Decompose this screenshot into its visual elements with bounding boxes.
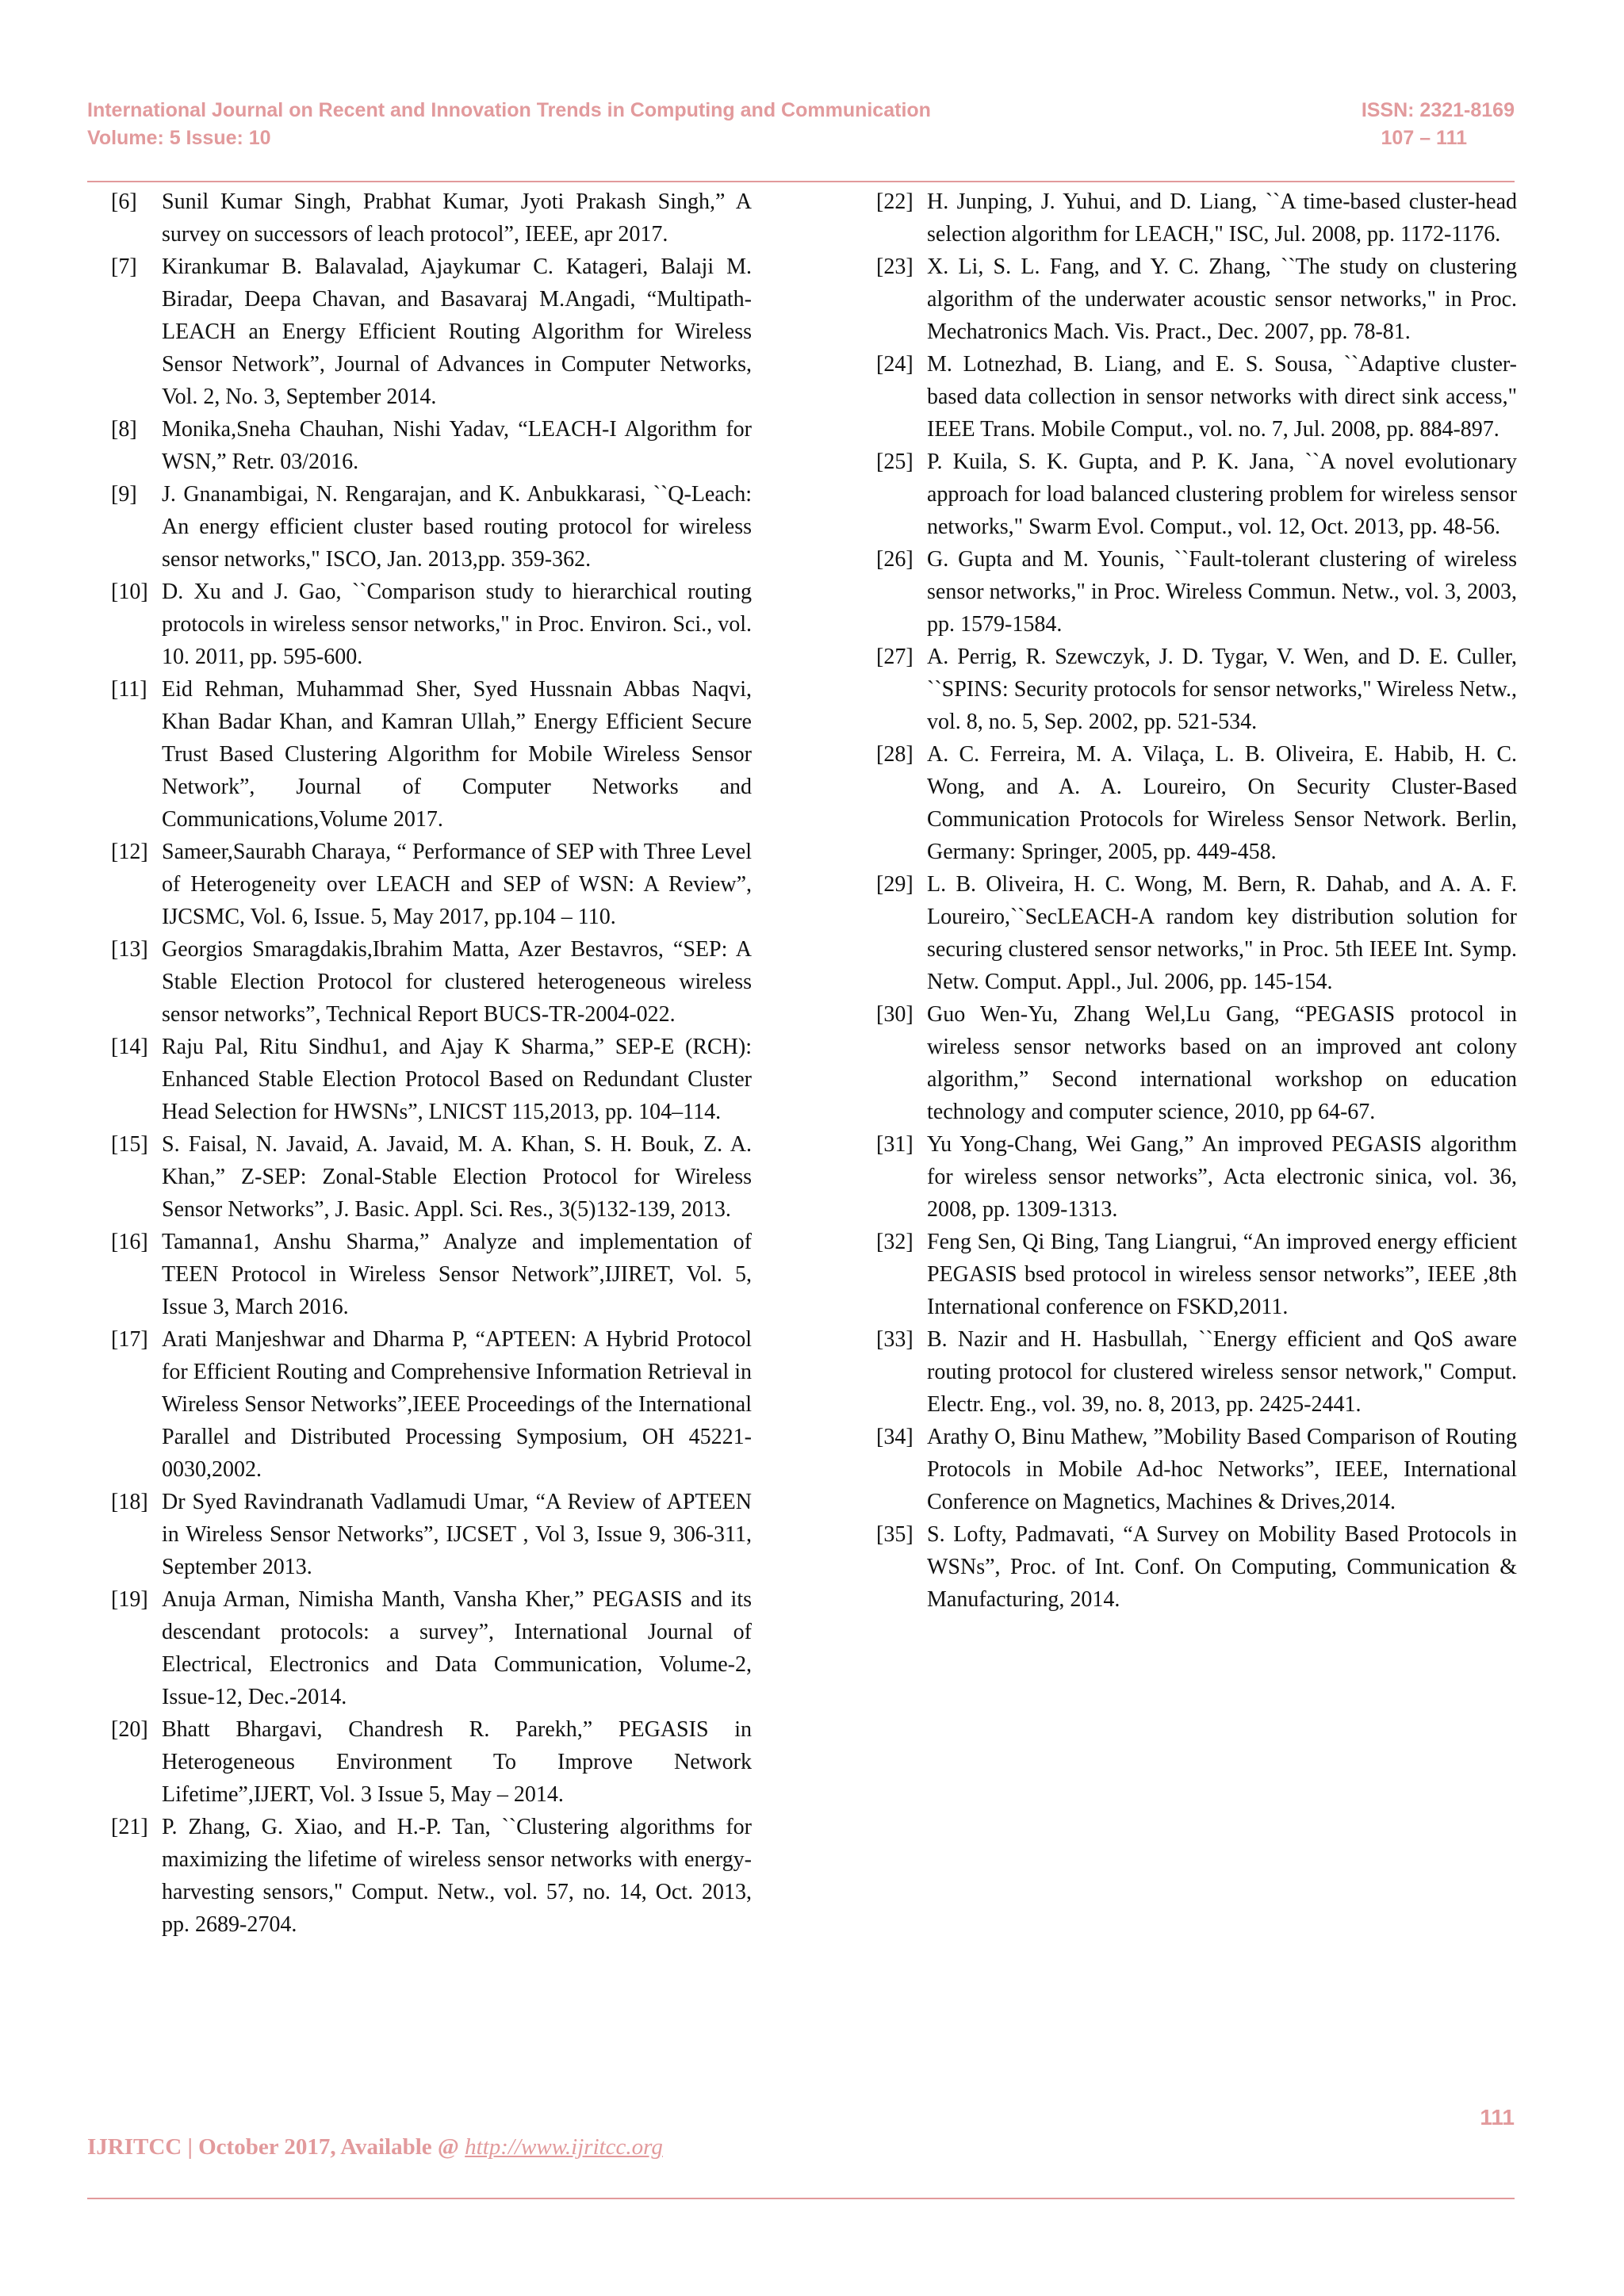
reference-text: Georgios Smaragdakis,Ibrahim Matta, Azer Bestavros, “SEP: A Stable Election Protocol for clustered heterogeneous wireless sensor networks”, Technical Report BUCS-TR-2004-022.	[162, 937, 752, 1027]
issn: ISSN: 2321-8169	[1361, 99, 1515, 121]
reference-item	[111, 576, 752, 673]
reference-text: A. Perrig, R. Szewczyk, J. D. Tygar, V. Wen, and D. E. Culler, ``SPINS: Security protocols for sensor networks," Wireless Netw., vol. 8, no. 5, Sep. 2002, pp. 521-534.	[927, 645, 1517, 734]
reference-number: [33]	[876, 1327, 914, 1352]
reference-item	[876, 1518, 1517, 1616]
reference-item	[876, 1323, 1517, 1421]
reference-text: Sunil Kumar Singh, Prabhat Kumar, Jyoti Prakash Singh,” A survey on successors of leach protocol”, IEEE, apr 2017.	[162, 189, 752, 247]
reference-item	[111, 1486, 752, 1583]
reference-item	[111, 1583, 752, 1713]
reference-number: [17]	[111, 1327, 148, 1352]
reference-item	[111, 673, 752, 836]
reference-number: [31]	[876, 1132, 914, 1157]
reference-text: X. Li, S. L. Fang, and Y. C. Zhang, ``The study on clustering algorithm of the underwater acoustic sensor networks," in Proc. Mechatronics Mach. Vis. Pract., Dec. 2007, pp. 78-81.	[927, 254, 1517, 344]
reference-item	[111, 1226, 752, 1323]
reference-text: H. Junping, J. Yuhui, and D. Liang, ``A time-based cluster-head selection algorithm for LEACH," ISC, Jul. 2008, pp. 1172-1176.	[927, 189, 1517, 247]
page-range: 107 – 111	[1381, 127, 1467, 149]
reference-item	[111, 1323, 752, 1486]
reference-number: [22]	[876, 189, 914, 214]
footer-text: IJRITCC | October 2017, Available @	[87, 2134, 465, 2160]
reference-number: [15]	[111, 1132, 148, 1157]
reference-number: [9]	[111, 482, 137, 507]
reference-number: [19]	[111, 1587, 148, 1612]
reference-text: Guo Wen-Yu, Zhang Wel,Lu Gang, “PEGASIS protocol in wireless sensor networks based on an improved ant colony algorithm,” Second international workshop on education technology and computer science, 2010, pp 64-67.	[927, 1002, 1517, 1124]
reference-item	[876, 641, 1517, 738]
reference-text: Monika,Sneha Chauhan, Nishi Yadav, “LEACH-I Algorithm for WSN,” Retr. 03/2016.	[162, 417, 752, 474]
reference-item	[876, 543, 1517, 641]
reference-number: [30]	[876, 1002, 914, 1027]
reference-number: [35]	[876, 1522, 914, 1547]
reference-text: G. Gupta and M. Younis, ``Fault-tolerant clustering of wireless sensor networks," in Proc. Wireless Commun. Netw., vol. 3, 2003, pp. 1579-1584.	[927, 547, 1517, 637]
reference-item	[876, 186, 1517, 251]
reference-text: Raju Pal, Ritu Sindhu1, and Ajay K Sharma,” SEP-E (RCH): Enhanced Stable Election Protocol Based on Redundant Cluster Head Selection for HWSNs”, LNICST 115,2013, pp. 104–114.	[162, 1035, 752, 1124]
reference-number: [14]	[111, 1035, 148, 1059]
reference-number: [7]	[111, 254, 137, 279]
reference-number: [6]	[111, 189, 137, 214]
journal-title: International Journal on Recent and Innovation Trends in Computing and Communication	[87, 99, 931, 121]
page-footer	[87, 2134, 663, 2160]
reference-item	[111, 186, 752, 251]
volume-issue: Volume: 5 Issue: 10	[87, 127, 271, 149]
reference-item	[111, 251, 752, 413]
reference-number: [13]	[111, 937, 148, 962]
reference-text: Yu Yong-Chang, Wei Gang,” An improved PEGASIS algorithm for wireless sensor networks”, Acta electronic sinica, vol. 36, 2008, pp. 1309-1313.	[927, 1132, 1517, 1222]
reference-item	[876, 1421, 1517, 1518]
reference-number: [28]	[876, 742, 914, 767]
reference-text: L. B. Oliveira, H. C. Wong, M. Bern, R. Dahab, and A. A. F. Loureiro,``SecLEACH-A random key distribution solution for securing clustered sensor networks," in Proc. 5th IEEE Int. Symp. Netw. Comput. Appl., Jul. 2006, pp. 145-154.	[927, 872, 1517, 994]
page-number: 111	[1480, 2105, 1515, 2130]
reference-number: [25]	[876, 450, 914, 474]
reference-number: [11]	[111, 677, 147, 702]
reference-number: [10]	[111, 580, 148, 604]
reference-item	[876, 868, 1517, 998]
reference-number: [16]	[111, 1230, 148, 1254]
reference-text: S. Lofty, Padmavati, “A Survey on Mobility Based Protocols in WSNs”, Proc. of Int. Conf. On Computing, Communication & Manufacturing, 2014.	[927, 1522, 1517, 1612]
reference-text: J. Gnanambigai, N. Rengarajan, and K. Anbukkarasi, ``Q-Leach: An energy efficient cluster based routing protocol for wireless sensor networks," ISCO, Jan. 2013,pp. 359-362.	[162, 482, 752, 572]
reference-number: [32]	[876, 1230, 914, 1254]
reference-item	[876, 251, 1517, 348]
issn-info	[1362, 97, 1515, 152]
reference-item	[876, 1128, 1517, 1226]
reference-item	[111, 1128, 752, 1226]
reference-number: [34]	[876, 1425, 914, 1449]
reference-number: [27]	[876, 645, 914, 669]
references-left-column	[111, 186, 752, 1941]
reference-item	[876, 738, 1517, 868]
footer-link[interactable]: http://www.ijritcc.org	[465, 2134, 663, 2160]
reference-text: Arati Manjeshwar and Dharma P, “APTEEN: A Hybrid Protocol for Efficient Routing and Comprehensive Information Retrieval in Wireless Sensor Networks”,IEEE Proceedings of the International Parallel and Distributed Processing Symposium, OH 45221-0030,2002.	[162, 1327, 752, 1482]
reference-number: [26]	[876, 547, 914, 572]
reference-number: [8]	[111, 417, 137, 442]
reference-item	[111, 1811, 752, 1941]
reference-text: Kirankumar B. Balavalad, Ajaykumar C. Katageri, Balaji M. Biradar, Deepa Chavan, and Basavaraj M.Angadi, “Multipath-LEACH an Energy Efficient Routing Algorithm for Wireless Sensor Network”, Journal of Advances in Computer Networks, Vol. 2, No. 3, September 2014.	[162, 254, 752, 409]
reference-number: [18]	[111, 1490, 148, 1514]
reference-item	[876, 998, 1517, 1128]
reference-text: M. Lotnezhad, B. Liang, and E. S. Sousa, ``Adaptive cluster-based data collection in sensor networks with direct sink access," IEEE Trans. Mobile Comput., vol. no. 7, Jul. 2008, pp. 884-897.	[927, 352, 1517, 442]
reference-text: Sameer,Saurabh Charaya, “ Performance of SEP with Three Level of Heterogeneity over LEACH and SEP of WSN: A Review”, IJCSMC, Vol. 6, Issue. 5, May 2017, pp.104 – 110.	[162, 840, 752, 929]
reference-text: Feng Sen, Qi Bing, Tang Liangrui, “An improved energy efficient PEGASIS bsed protocol in wireless sensor networks”, IEEE ,8th International conference on FSKD,2011.	[927, 1230, 1517, 1319]
reference-text: S. Faisal, N. Javaid, A. Javaid, M. A. Khan, S. H. Bouk, Z. A. Khan,” Z-SEP: Zonal-Stable Election Protocol for Wireless Sensor Networks”, J. Basic. Appl. Sci. Res., 3(5)132-139, 2013.	[162, 1132, 752, 1222]
reference-text: A. C. Ferreira, M. A. Vilaça, L. B. Oliveira, E. Habib, H. C. Wong, and A. A. Loureiro, On Security Cluster-Based Communication Protocols for Wireless Sensor Network. Berlin, Germany: Springer, 2005, pp. 449-458.	[927, 742, 1517, 864]
reference-text: Bhatt Bhargavi, Chandresh R. Parekh,” PEGASIS in Heterogeneous Environment To Improve Network Lifetime”,IJERT, Vol. 3 Issue 5, May – 2014.	[162, 1717, 752, 1807]
journal-info	[87, 97, 931, 152]
reference-item	[876, 446, 1517, 543]
footer-divider	[87, 2198, 1515, 2199]
reference-item	[111, 933, 752, 1031]
reference-number: [29]	[876, 872, 914, 897]
reference-number: [20]	[111, 1717, 148, 1742]
reference-item	[111, 478, 752, 576]
reference-number: [23]	[876, 254, 914, 279]
reference-text: B. Nazir and H. Hasbullah, ``Energy efficient and QoS aware routing protocol for clustered wireless sensor network," Comput. Electr. Eng., vol. 39, no. 8, 2013, pp. 2425-2441.	[927, 1327, 1517, 1417]
reference-item	[111, 1713, 752, 1811]
reference-number: [12]	[111, 840, 148, 864]
reference-item	[876, 348, 1517, 446]
reference-text: Dr Syed Ravindranath Vadlamudi Umar, “A Review of APTEEN in Wireless Sensor Networks”, IJCSET , Vol 3, Issue 9, 306-311, September 2013.	[162, 1490, 752, 1579]
reference-text: Eid Rehman, Muhammad Sher, Syed Hussnain Abbas Naqvi, Khan Badar Khan, and Kamran Ullah,” Energy Efficient Secure Trust Based Clustering Algorithm for Mobile Wireless Sensor Network”, Journal of Computer Networks and Communications,Volume 2017.	[162, 677, 752, 832]
reference-text: P. Kuila, S. K. Gupta, and P. K. Jana, ``A novel evolutionary approach for load balanced clustering problem for wireless sensor networks," Swarm Evol. Comput., vol. 12, Oct. 2013, pp. 48-56.	[927, 450, 1517, 539]
reference-item	[111, 1031, 752, 1128]
reference-item	[111, 413, 752, 478]
reference-number: [21]	[111, 1815, 148, 1839]
reference-text: Tamanna1, Anshu Sharma,” Analyze and implementation of TEEN Protocol in Wireless Sensor Network”,IJIRET, Vol. 5, Issue 3, March 2016.	[162, 1230, 752, 1319]
references-right-column	[876, 186, 1517, 1616]
reference-item	[111, 836, 752, 933]
reference-number: [24]	[876, 352, 914, 377]
reference-text: D. Xu and J. Gao, ``Comparison study to hierarchical routing protocols in wireless sensor networks," in Proc. Environ. Sci., vol. 10. 2011, pp. 595-600.	[162, 580, 752, 669]
reference-text: P. Zhang, G. Xiao, and H.-P. Tan, ``Clustering algorithms for maximizing the lifetime of wireless sensor networks with energy-harvesting sensors," Comput. Netw., vol. 57, no. 14, Oct. 2013, pp. 2689-2704.	[162, 1815, 752, 1937]
header-divider	[87, 181, 1515, 182]
reference-text: Arathy O, Binu Mathew, ”Mobility Based Comparison of Routing Protocols in Mobile Ad-hoc Networks”, IEEE, International Conference on Magnetics, Machines & Drives,2014.	[927, 1425, 1517, 1514]
reference-text: Anuja Arman, Nimisha Manth, Vansha Kher,” PEGASIS and its descendant protocols: a survey”, International Journal of Electrical, Electronics and Data Communication, Volume-2, Issue-12, Dec.-2014.	[162, 1587, 752, 1709]
reference-item	[876, 1226, 1517, 1323]
